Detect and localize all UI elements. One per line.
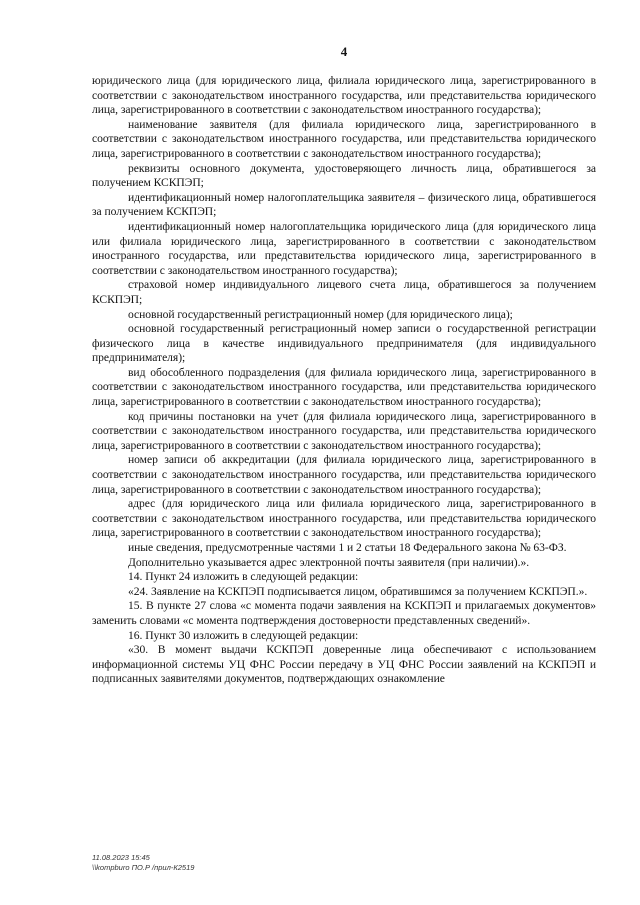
paragraph: наименование заявителя (для филиала юридического лица, зарегистрированного в соответствии с законодательством иностранного государства, или представительства юридического лица, зарегистрированного в соответствии с законодательством иностранного государства); (92, 117, 596, 160)
paragraph: 16. Пункт 30 изложить в следующей редакции: (128, 628, 359, 642)
page-number: 4 (340, 44, 348, 59)
paragraph: адрес (для юридического лица или филиала юридического лица, зарегистрированного в соответствии с законодательством иностранного государства, или представительства юридического лица, зарегистрированного в соответствии с законодательством иностранного государства); (92, 497, 596, 540)
paragraph: реквизиты основного документа, удостоверяющего личность лица, обратившегося за получением КСКПЭП; (92, 161, 596, 190)
paragraph: основной государственный регистрационный номер записи о государственной регистрации физического лица в качестве индивидуального предпринимателя (для индивидуального предпринимателя); (92, 322, 596, 365)
paragraph: юридического лица (для юридического лица, филиала юридического лица, зарегистрированного в соответствии с законодательством иностранного государства, или представительства юридического лица, зарегистрированного в соответствии с законодательством иностранного государства); (92, 74, 596, 117)
paragraph: страховой номер индивидуального лицевого счета лица, обратившегося за получением КСКПЭП; (92, 278, 596, 306)
paragraph: идентификационный номер налогоплательщика заявителя – физического лица, обратившегося за получением КСКПЭП; (92, 190, 596, 219)
document-body (92, 74, 596, 687)
footer-timestamp: 11.08.2023 15:45 (92, 853, 150, 862)
paragraph: идентификационный номер налогоплательщика юридического лица (для юридического лица или филиала юридического лица, зарегистрированного в соответствии с законодательством иностранного государства, или представительства юридического лица, зарегистрированного в соответствии с законодательством иностранного государства); (92, 219, 596, 277)
document-footer (92, 853, 194, 873)
paragraph: иные сведения, предусмотренные частями 1 и 2 статьи 18 Федерального закона № 63-ФЗ. (128, 541, 567, 554)
paragraph: вид обособленного подразделения (для филиала юридического лица, зарегистрированного в соответствии с законодательством иностранного государства, или представительства юридического лица, зарегистрированного в соответствии с законодательством иностранного государства); (92, 365, 596, 409)
paragraph: Дополнительно указывается адрес электронной почты заявителя (при наличии).». (128, 555, 530, 569)
paragraph: номер записи об аккредитации (для филиала юридического лица, зарегистрированного в соответствии с законодательством иностранного государства, или представительства юридического лица, зарегистрированного в соответствии с законодательством иностранного государства); (92, 453, 596, 496)
paragraph: основной государственный регистрационный номер (для юридического лица); (128, 307, 513, 321)
paragraph: «30. В момент выдачи КСКПЭП доверенные лица обеспечивают с использованием информационной системы УЦ ФНС России передачу в УЦ ФНС России заявлений на КСКПЭП и подписанных заявителями документов, подтверждающих ознакомление (92, 643, 596, 686)
paragraph: 15. В пункте 27 слова «с момента подачи заявления на КСКПЭП и прилагаемых документов» заменить словами «с момента подтверждения достоверности представленных сведений». (92, 599, 596, 627)
paragraph: 14. Пункт 24 изложить в следующей редакции: (128, 570, 359, 584)
paragraph: код причины постановки на учет (для филиала юридического лица, зарегистрированного в соответствии с законодательством иностранного государства, или представительства юридического лица, зарегистрированного в соответствии с законодательством иностранного государства); (92, 409, 596, 452)
paragraph: «24. Заявление на КСКПЭП подписывается лицом, обратившимся за получением КСКПЭП.». (128, 584, 588, 598)
footer-file-path: \\kompburo ПО.Р /прил-К2519 (92, 863, 195, 872)
